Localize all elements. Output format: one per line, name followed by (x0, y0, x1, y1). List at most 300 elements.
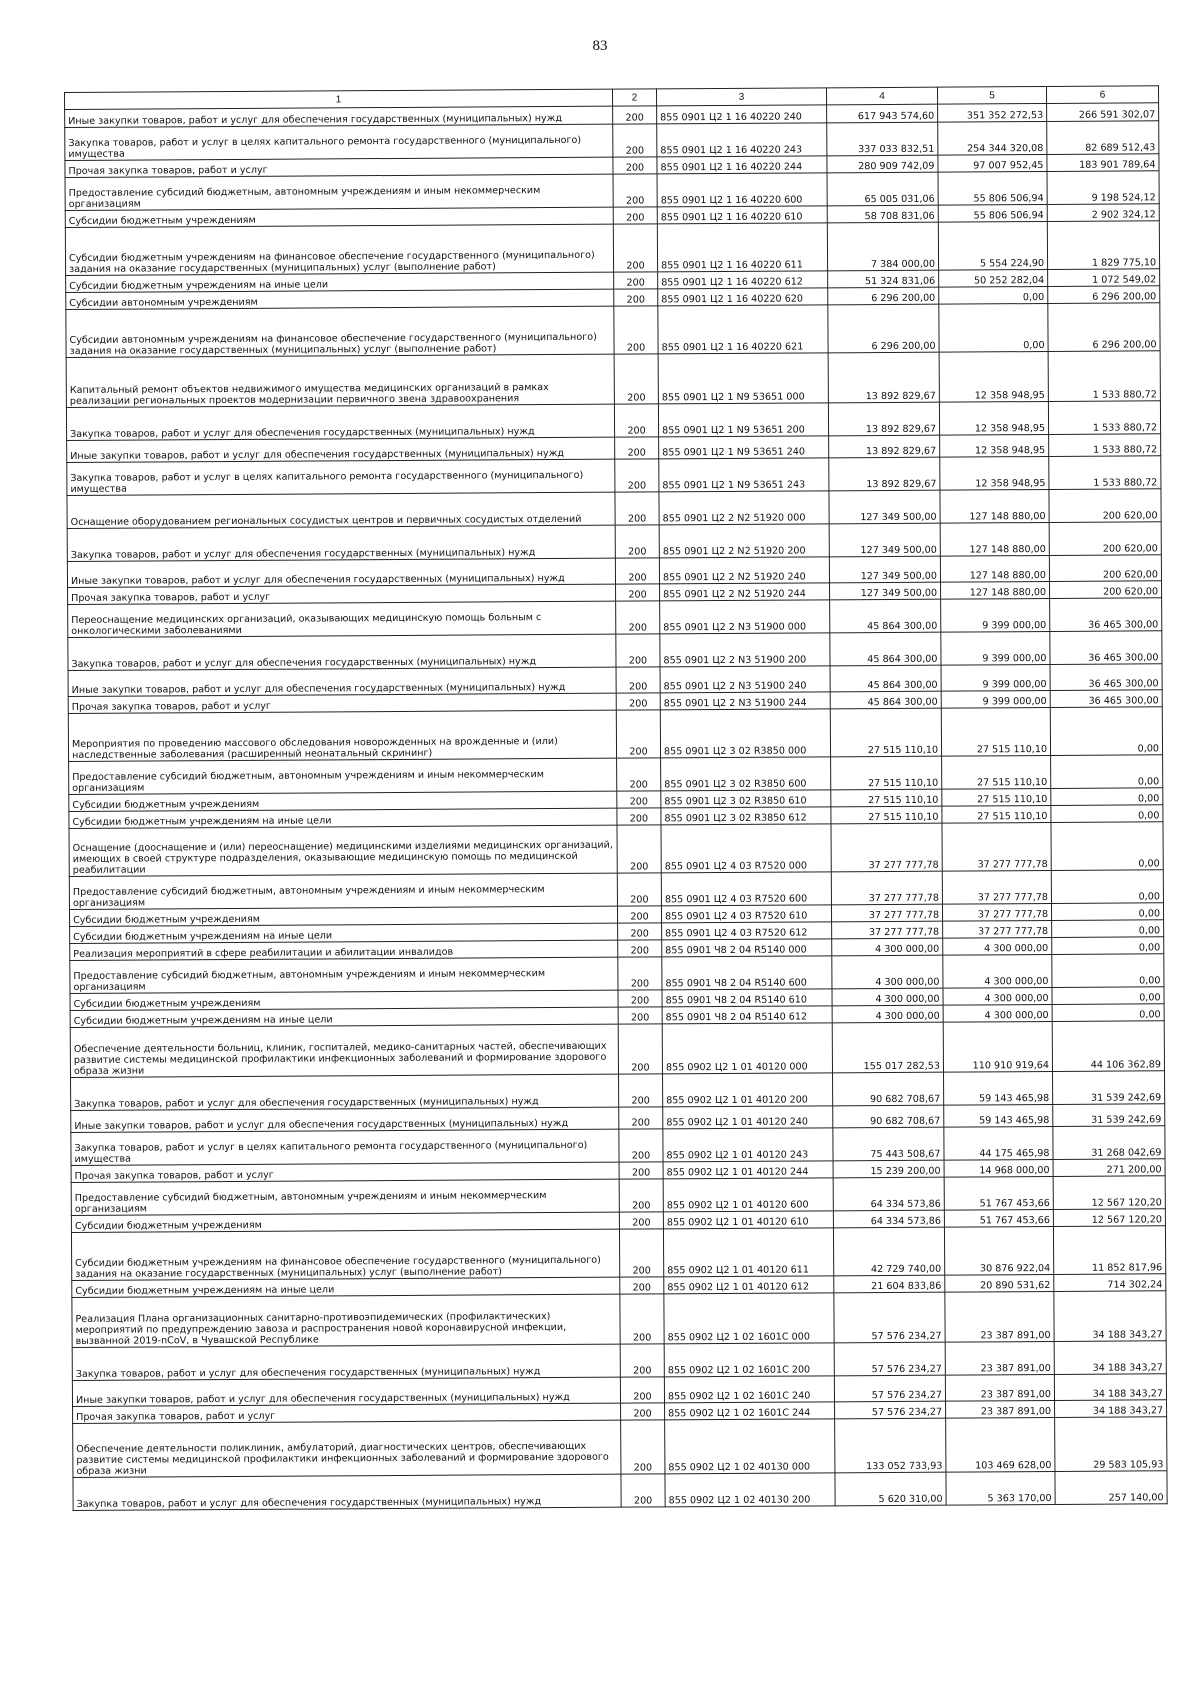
row-name-cell: Закупка товаров, работ и услуг в целях капитального ремонта государственного (муниципального) имущества (71, 1129, 619, 1165)
row-group-cell: 200 (618, 990, 662, 1007)
row-name-cell: Субсидии бюджетным учреждениям на иные цели (69, 808, 617, 828)
row-name-cell: Субсидии бюджетным учреждениям на иные цели (66, 272, 614, 292)
row-value-col5: 14 968 000,00 (944, 1159, 1053, 1177)
row-name-cell: Иные закупки товаров, работ и услуг для обеспечения государственных (муниципальных) нужд (72, 1377, 620, 1406)
row-name-cell: Реализация мероприятий в сфере реабилитации и абилитации инвалидов (70, 940, 618, 960)
row-value-col6: 714 302,24 (1054, 1274, 1166, 1292)
row-group-cell: 200 (619, 1229, 663, 1277)
row-value-col4: 5 620 310,00 (835, 1472, 946, 1506)
row-value-col4: 27 515 110,10 (831, 756, 942, 790)
row-name-cell: Прочая закупка товаров, работ и услуг (71, 1162, 619, 1182)
row-code-cell: 855 0901 Ц2 1 N9 53651 200 (658, 403, 828, 437)
row-value-col6: 0,00 (1052, 937, 1164, 955)
row-value-col4: 127 349 500,00 (829, 523, 940, 557)
row-code-cell: 855 0901 Ц2 1 16 40220 610 (657, 206, 827, 224)
row-value-col5: 59 143 465,98 (944, 1071, 1053, 1105)
row-value-col6: 82 689 512,43 (1047, 121, 1159, 155)
row-group-cell: 200 (617, 808, 661, 825)
row-value-col4: 37 277 777,78 (831, 871, 942, 905)
row-value-col4: 15 239 200,00 (833, 1160, 944, 1178)
row-name-cell: Субсидии бюджетным учреждениям на иные цели (72, 1277, 620, 1297)
row-code-cell: 855 0901 Ц2 1 16 40220 244 (657, 156, 827, 174)
row-group-cell: 200 (619, 1162, 663, 1179)
row-name-cell: Закупка товаров, работ и услуг для обеспечения государственных (муниципальных) нужд (71, 1074, 619, 1110)
row-value-col4: 58 708 831,06 (827, 205, 938, 223)
row-name-cell: Субсидии бюджетным учреждениям (71, 1212, 619, 1232)
row-name-cell: Субсидии бюджетным учреждениям (65, 207, 613, 227)
row-value-col6: 6 296 200,00 (1048, 286, 1160, 304)
row-value-col6: 1 533 880,72 (1048, 351, 1160, 402)
row-value-col4: 57 576 234,27 (834, 1342, 945, 1376)
row-name-cell: Мероприятия по проведению массового обследования новорожденных на врожденные и (или) наследственные заболевания (расширенный неонатальный скрининг) (68, 710, 616, 761)
row-group-cell: 200 (617, 825, 661, 873)
row-value-col6: 183 901 789,64 (1047, 154, 1159, 172)
row-name-cell: Прочая закупка товаров, работ и услуг (73, 1403, 621, 1423)
row-code-cell: 855 0901 Ц2 1 16 40220 243 (657, 123, 827, 157)
row-value-col5: 59 143 465,98 (944, 1104, 1053, 1127)
row-group-cell: 200 (613, 157, 657, 174)
row-group-cell: 200 (619, 1107, 663, 1129)
row-value-col4: 155 017 282,53 (832, 1022, 943, 1073)
row-value-col4: 13 892 829,67 (829, 435, 940, 458)
row-name-cell: Закупка товаров, работ и услуг в целях капитального ремонта государственного (муниципального) имущества (67, 459, 615, 495)
header-col-4: 4 (826, 87, 937, 105)
row-value-col5: 37 277 777,78 (943, 920, 1052, 938)
row-value-col5: 23 387 891,00 (946, 1400, 1055, 1418)
row-value-col5: 0,00 (939, 286, 1048, 304)
row-name-cell: Реализация Плана организационных санитарно-противоэпидемических (профилактических) мероприятий по предупреждению завоза и распространения новой коронавирусной инфекции, вызванной 2019-nCoV, в Чувашской Республике (72, 1294, 620, 1347)
row-value-col5: 127 148 880,00 (940, 522, 1049, 556)
row-name-cell: Субсидии бюджетным учреждениям (70, 990, 618, 1010)
row-code-cell: 855 0901 Ц2 2 N2 51920 000 (659, 491, 829, 525)
row-code-cell: 855 0902 Ц2 1 02 1601С 240 (664, 1376, 834, 1403)
row-value-col5: 27 515 110,10 (941, 707, 1050, 756)
row-value-col5: 9 399 000,00 (941, 631, 1050, 665)
row-value-col5: 351 352 272,53 (938, 103, 1047, 122)
row-name-cell: Предоставление субсидий бюджетным, автономным учреждениям и иным некоммерческим организациям (69, 873, 617, 909)
row-value-col6: 36 465 300,00 (1050, 690, 1162, 708)
row-code-cell: 855 0902 Ц2 1 02 1601С 200 (664, 1343, 834, 1377)
row-value-col5: 110 910 919,64 (943, 1021, 1052, 1072)
row-group-cell: 200 (616, 601, 660, 634)
row-value-col6: 0,00 (1050, 707, 1162, 756)
row-code-cell: 855 0902 Ц2 1 02 40130 000 (665, 1419, 835, 1474)
row-code-cell: 855 0901 Ч8 2 04 R5140 612 (662, 1006, 832, 1024)
row-code-cell: 855 0901 Ц2 2 N2 51920 240 (659, 557, 829, 584)
row-group-cell: 200 (621, 1403, 665, 1420)
row-value-col4: 45 864 300,00 (830, 691, 941, 709)
row-name-cell: Иные закупки товаров, работ и услуг для обеспечения государственных (муниципальных) нужд (67, 437, 615, 462)
row-value-col6: 36 465 300,00 (1050, 664, 1162, 691)
row-code-cell: 855 0901 Ц2 1 16 40220 600 (657, 173, 827, 207)
row-name-cell: Субсидии автономным учреждениям на финансовое обеспечение государственного (муниципального) задания на оказание государственных (муниципальных) услуг (выполнение работ) (66, 306, 614, 357)
row-name-cell: Субсидии бюджетным учреждениям на иные цели (70, 1007, 618, 1027)
row-code-cell: 855 0901 Ч8 2 04 R5140 000 (662, 939, 832, 957)
row-code-cell: 855 0902 Ц2 1 01 40120 200 (663, 1073, 833, 1107)
row-group-cell: 200 (617, 791, 661, 808)
table-row (71, 1226, 1165, 1281)
row-value-col5: 254 344 320,08 (938, 121, 1047, 155)
row-value-col5: 27 515 110,10 (942, 755, 1051, 789)
row-value-col4: 64 334 573,86 (833, 1177, 944, 1211)
row-value-col4: 4 300 000,00 (832, 955, 943, 989)
table-row (70, 1021, 1164, 1078)
row-value-col6: 12 567 120,20 (1053, 1176, 1165, 1210)
row-value-col5: 4 300 000,00 (943, 954, 1052, 988)
row-group-cell: 200 (621, 1474, 665, 1507)
row-value-col4: 27 515 110,10 (831, 806, 942, 824)
row-value-col4: 133 052 733,93 (835, 1418, 946, 1473)
row-name-cell: Субсидии бюджетным учреждениям на финансовое обеспечение государственного (муниципального) задания на оказание государственных (муниципальных) услуг (выполнение работ) (65, 224, 613, 275)
row-value-col5: 23 387 891,00 (945, 1341, 1054, 1375)
row-code-cell: 855 0901 Ч8 2 04 R5140 600 (662, 956, 832, 990)
row-group-cell: 200 (619, 1212, 663, 1229)
row-code-cell: 855 0901 Ц2 2 N2 51920 200 (659, 524, 829, 558)
row-value-col6: 12 567 120,20 (1053, 1209, 1165, 1227)
row-value-col6: 200 620,00 (1050, 581, 1162, 599)
row-value-col5: 55 806 506,94 (938, 204, 1047, 222)
row-code-cell: 855 0901 Ц2 2 N3 51900 000 (660, 600, 830, 634)
row-value-col4: 617 943 574,60 (827, 104, 938, 123)
row-value-col4: 90 682 708,67 (833, 1105, 944, 1128)
row-value-col5: 12 358 948,95 (939, 351, 1048, 402)
row-value-col5: 51 767 453,66 (944, 1209, 1053, 1227)
row-value-col6: 31 539 242,69 (1053, 1104, 1165, 1127)
row-value-col5: 127 148 880,00 (940, 555, 1049, 582)
row-value-col6: 0,00 (1051, 788, 1163, 806)
row-code-cell: 855 0901 Ц2 1 N9 53651 000 (658, 353, 828, 404)
row-value-col6: 0,00 (1051, 903, 1163, 921)
row-group-cell: 200 (620, 1294, 664, 1344)
row-value-col5: 27 515 110,10 (942, 805, 1051, 823)
row-value-col6: 34 188 343,27 (1055, 1400, 1167, 1418)
row-value-col6: 266 591 302,07 (1047, 103, 1159, 122)
row-code-cell: 855 0901 Ц2 1 N9 53651 240 (659, 436, 829, 459)
row-value-col5: 37 277 777,78 (942, 870, 1051, 904)
row-value-col5: 103 469 628,00 (946, 1417, 1055, 1472)
row-code-cell: 855 0901 Ц2 2 N2 51920 244 (660, 583, 830, 601)
row-code-cell: 855 0902 Ц2 1 02 1601С 244 (665, 1402, 835, 1420)
row-value-col6: 1 533 880,72 (1048, 401, 1160, 435)
table-row (73, 1417, 1167, 1478)
row-group-cell: 200 (620, 1377, 664, 1403)
row-group-cell: 200 (613, 174, 657, 207)
row-value-col6: 0,00 (1051, 755, 1163, 789)
row-code-cell: 855 0902 Ц2 1 01 40120 611 (663, 1228, 833, 1277)
row-code-cell: 855 0901 Ц2 1 16 40220 612 (658, 271, 828, 289)
row-group-cell: 200 (617, 873, 661, 906)
row-group-cell: 200 (618, 923, 662, 940)
row-group-cell: 200 (615, 492, 659, 525)
row-code-cell: 855 0901 Ц2 3 02 R3850 000 (660, 709, 830, 758)
row-group-cell: 200 (616, 667, 660, 693)
row-name-cell: Закупка товаров, работ и услуг для обеспечения государственных (муниципальных) нужд (68, 634, 616, 670)
row-group-cell: 200 (614, 404, 658, 437)
row-value-col6: 257 140,00 (1055, 1471, 1167, 1505)
row-name-cell: Капитальный ремонт объектов недвижимого имущества медицинских организаций в рамках реализации региональных проектов модернизации первичного звена здравоохранения (66, 354, 614, 407)
row-value-col4: 65 005 031,06 (827, 172, 938, 206)
row-value-col4: 51 324 831,06 (828, 270, 939, 288)
row-value-col5: 127 148 880,00 (941, 581, 1050, 599)
row-value-col6: 6 296 200,00 (1048, 303, 1160, 352)
row-value-col6: 31 539 242,69 (1053, 1071, 1165, 1105)
row-value-col6: 200 620,00 (1049, 555, 1161, 582)
row-name-cell: Иные закупки товаров, работ и услуг для обеспечения государственных (муниципальных) нужд (65, 106, 613, 127)
header-col-3: 3 (656, 88, 826, 106)
header-col-5: 5 (937, 86, 1046, 104)
row-value-col5: 5 554 224,90 (938, 221, 1047, 270)
row-value-col4: 280 909 742,09 (827, 155, 938, 173)
header-col-2: 2 (612, 89, 656, 106)
row-group-cell: 200 (615, 525, 659, 558)
row-name-cell: Иные закупки товаров, работ и услуг для обеспечения государственных (муниципальных) нужд (71, 1107, 619, 1132)
row-value-col5: 44 175 465,98 (944, 1126, 1053, 1160)
row-value-col6: 0,00 (1052, 954, 1164, 988)
row-value-col4: 57 576 234,27 (835, 1401, 946, 1419)
row-value-col5: 9 399 000,00 (941, 690, 1050, 708)
row-value-col4: 6 296 200,00 (828, 287, 939, 305)
row-value-col4: 127 349 500,00 (829, 556, 940, 583)
row-value-col5: 4 300 000,00 (943, 1004, 1052, 1022)
page-number: 83 (592, 38, 608, 54)
table-row (66, 303, 1160, 358)
row-group-cell: 200 (619, 1074, 663, 1107)
row-value-col5: 4 300 000,00 (943, 987, 1052, 1005)
row-code-cell: 855 0902 Ц2 1 01 40120 244 (663, 1161, 833, 1179)
row-name-cell: Субсидии автономным учреждениям (66, 289, 614, 309)
row-code-cell: 855 0901 Ц2 1 16 40220 240 (657, 105, 827, 124)
table-row (65, 221, 1159, 276)
row-value-col6: 29 583 105,93 (1055, 1417, 1167, 1472)
row-value-col4: 57 576 234,27 (834, 1375, 945, 1402)
row-value-col4: 37 277 777,78 (831, 823, 942, 872)
row-name-cell: Субсидии бюджетным учреждениям (69, 791, 617, 811)
row-code-cell: 855 0901 Ц2 4 03 R7520 610 (661, 905, 831, 923)
row-value-col5: 9 399 000,00 (941, 664, 1050, 691)
row-value-col6: 36 465 300,00 (1050, 598, 1162, 632)
row-value-col6: 31 268 042,69 (1053, 1126, 1165, 1160)
row-value-col5: 23 387 891,00 (945, 1291, 1054, 1342)
row-group-cell: 200 (621, 1420, 665, 1474)
row-code-cell: 855 0901 Ц2 2 N3 51900 200 (660, 633, 830, 667)
row-value-col6: 200 620,00 (1049, 522, 1161, 556)
row-value-col6: 0,00 (1051, 805, 1163, 823)
row-value-col4: 37 277 777,78 (831, 904, 942, 922)
row-code-cell: 855 0901 Ч8 2 04 R5140 610 (662, 989, 832, 1007)
row-value-col6: 11 852 817,96 (1053, 1226, 1165, 1275)
row-value-col4: 4 300 000,00 (832, 938, 943, 956)
row-code-cell: 855 0902 Ц2 1 01 40120 000 (662, 1023, 832, 1074)
row-group-cell: 200 (617, 906, 661, 923)
row-value-col6: 1 533 880,72 (1049, 434, 1161, 457)
row-name-cell: Обеспечение деятельности больниц, клиник, госпиталей, медико-санитарных частей, обеспечивающих развитие системы медицинской профилактики инфекционных заболеваний и формирование здорового образа жизни (70, 1024, 618, 1077)
row-value-col6: 1 072 549,02 (1048, 269, 1160, 287)
row-code-cell: 855 0902 Ц2 1 01 40120 240 (663, 1106, 833, 1129)
row-name-cell: Прочая закупка товаров, работ и услуг (65, 157, 613, 177)
row-code-cell: 855 0902 Ц2 1 01 40120 243 (663, 1128, 833, 1162)
row-value-col4: 21 604 833,86 (834, 1275, 945, 1293)
row-group-cell: 200 (613, 124, 657, 157)
row-value-col6: 2 902 324,12 (1047, 204, 1159, 222)
row-value-col6: 44 106 362,89 (1052, 1021, 1164, 1072)
row-name-cell: Предоставление субсидий бюджетным, автономным учреждениям и иным некоммерческим организациям (69, 758, 617, 794)
row-name-cell: Иные закупки товаров, работ и услуг для обеспечения государственных (муниципальных) нужд (68, 667, 616, 696)
row-value-col6: 0,00 (1052, 987, 1164, 1005)
budget-table (64, 85, 1168, 1511)
row-value-col5: 9 399 000,00 (941, 598, 1050, 632)
row-value-col6: 34 188 343,27 (1054, 1341, 1166, 1375)
row-value-col4: 4 300 000,00 (832, 988, 943, 1006)
row-code-cell: 855 0902 Ц2 1 01 40120 612 (664, 1276, 834, 1294)
row-value-col6: 1 829 775,10 (1047, 221, 1159, 270)
row-value-col4: 13 892 829,67 (829, 457, 940, 491)
row-name-cell: Предоставление субсидий бюджетным, автономным учреждениям и иным некоммерческим организациям (70, 957, 618, 993)
row-value-col4: 45 864 300,00 (830, 632, 941, 666)
row-code-cell: 855 0901 Ц2 3 02 R3850 610 (661, 790, 831, 808)
row-name-cell: Оснащение (дооснащение и (или) переоснащение) медицинскими изделиями медицинских организаций, имеющих в своей структуре подразделения, оказывающие медицинскую помощь по медицинской реабилитации (69, 825, 617, 876)
row-value-col6: 9 198 524,12 (1047, 171, 1159, 205)
row-value-col4: 75 443 508,67 (833, 1127, 944, 1161)
row-value-col4: 127 349 500,00 (829, 490, 940, 524)
row-code-cell: 855 0901 Ц2 1 16 40220 611 (657, 223, 827, 272)
row-code-cell: 855 0901 Ц2 1 16 40220 621 (658, 305, 828, 354)
row-value-col4: 90 682 708,67 (833, 1072, 944, 1106)
row-name-cell: Закупка товаров, работ и услуг для обеспечения государственных (муниципальных) нужд (72, 1344, 620, 1380)
row-value-col5: 50 252 282,04 (939, 269, 1048, 287)
row-name-cell: Обеспечение деятельности поликлиник, амбулаторий, диагностических центров, обеспечивающих развитие системы медицинской профилактики инфекционных заболеваний и формирование здорового образа жизни (73, 1420, 621, 1477)
row-group-cell: 200 (614, 354, 658, 404)
row-value-col4: 42 729 740,00 (833, 1227, 944, 1276)
row-value-col5: 20 890 531,62 (945, 1274, 1054, 1292)
row-group-cell: 200 (614, 306, 658, 354)
row-value-col5: 12 358 948,95 (939, 401, 1048, 435)
table-row (66, 351, 1160, 408)
row-group-cell: 200 (613, 106, 657, 124)
table-row (69, 822, 1163, 877)
row-group-cell: 200 (615, 459, 659, 492)
row-group-cell: 200 (620, 1277, 664, 1294)
row-value-col4: 37 277 777,78 (832, 921, 943, 939)
row-value-col4: 13 892 829,67 (828, 402, 939, 436)
row-name-cell: Прочая закупка товаров, работ и услуг (68, 584, 616, 604)
row-value-col5: 30 876 922,04 (944, 1226, 1053, 1275)
row-code-cell: 855 0902 Ц2 1 02 40130 200 (665, 1473, 835, 1507)
header-col-6: 6 (1046, 86, 1158, 104)
row-group-cell: 200 (619, 1179, 663, 1212)
row-group-cell: 200 (615, 558, 659, 584)
row-value-col6: 271 200,00 (1053, 1159, 1165, 1177)
row-group-cell: 200 (618, 957, 662, 990)
row-group-cell: 200 (618, 940, 662, 957)
row-group-cell: 200 (614, 289, 658, 306)
row-value-col4: 45 864 300,00 (830, 665, 941, 692)
row-name-cell: Предоставление субсидий бюджетным, автономным учреждениям и иным некоммерческим организациям (65, 174, 613, 210)
row-name-cell: Прочая закупка товаров, работ и услуг (68, 693, 616, 713)
row-value-col4: 57 576 234,27 (834, 1292, 945, 1343)
row-value-col5: 51 767 453,66 (944, 1176, 1053, 1210)
row-name-cell: Переоснащение медицинских организаций, оказывающих медицинскую помощь больным с онкологическими заболеваниями (68, 601, 616, 637)
row-code-cell: 855 0901 Ц2 3 02 R3850 600 (661, 757, 831, 791)
row-value-col4: 7 384 000,00 (827, 222, 938, 271)
header-col-1: 1 (65, 89, 613, 109)
row-name-cell: Предоставление субсидий бюджетным, автономным учреждениям и иным некоммерческим организациям (71, 1179, 619, 1215)
row-value-col5: 12 358 948,95 (940, 434, 1049, 457)
row-name-cell: Субсидии бюджетным учреждениям на иные цели (70, 923, 618, 943)
table-row (73, 1471, 1167, 1511)
row-group-cell: 200 (616, 693, 660, 710)
row-name-cell: Закупка товаров, работ и услуг в целях капитального ремонта государственного (муниципального) имущества (65, 124, 613, 160)
row-value-col4: 45 864 300,00 (830, 599, 941, 633)
row-value-col6: 36 465 300,00 (1050, 631, 1162, 665)
row-group-cell: 200 (618, 1024, 662, 1074)
row-value-col6: 0,00 (1051, 822, 1163, 871)
row-name-cell: Иные закупки товаров, работ и услуг для обеспечения государственных (муниципальных) нужд (67, 558, 615, 587)
row-group-cell: 200 (619, 1129, 663, 1162)
row-group-cell: 200 (616, 634, 660, 667)
row-group-cell: 200 (616, 710, 660, 758)
row-value-col4: 13 892 829,67 (828, 352, 939, 403)
row-value-col4: 337 033 832,51 (827, 122, 938, 156)
row-code-cell: 855 0902 Ц2 1 02 1601С 000 (664, 1293, 834, 1344)
row-group-cell: 200 (617, 758, 661, 791)
row-code-cell: 855 0901 Ц2 2 N3 51900 240 (660, 666, 830, 693)
row-value-col6: 34 188 343,27 (1054, 1374, 1166, 1401)
row-group-cell: 200 (618, 1007, 662, 1024)
row-value-col5: 97 007 952,45 (938, 154, 1047, 172)
row-value-col6: 0,00 (1052, 1004, 1164, 1022)
row-value-col5: 37 277 777,78 (942, 822, 1051, 871)
row-code-cell: 855 0902 Ц2 1 01 40120 610 (663, 1211, 833, 1229)
row-value-col5: 55 806 506,94 (938, 171, 1047, 205)
row-group-cell: 200 (614, 272, 658, 289)
row-code-cell: 855 0901 Ц2 4 03 R7520 000 (661, 824, 831, 873)
table-body (65, 103, 1168, 1511)
row-code-cell: 855 0901 Ц2 4 03 R7520 612 (662, 922, 832, 940)
row-group-cell: 200 (613, 207, 657, 224)
row-name-cell: Субсидии бюджетным учреждениям на финансовое обеспечение государственного (муниципального) задания на оказание государственных (муниципальных) услуг (выполнение работ) (71, 1229, 619, 1280)
row-value-col5: 4 300 000,00 (943, 937, 1052, 955)
row-name-cell: Закупка товаров, работ и услуг для обеспечения государственных (муниципальных) нужд (73, 1474, 621, 1510)
row-code-cell: 855 0902 Ц2 1 01 40120 600 (663, 1178, 833, 1212)
row-group-cell: 200 (615, 437, 659, 459)
row-value-col5: 0,00 (939, 303, 1048, 352)
row-value-col4: 64 334 573,86 (833, 1210, 944, 1228)
row-name-cell: Закупка товаров, работ и услуг для обеспечения государственных (муниципальных) нужд (66, 404, 614, 440)
row-value-col6: 0,00 (1052, 920, 1164, 938)
row-group-cell: 200 (616, 584, 660, 601)
row-code-cell: 855 0901 Ц2 1 N9 53651 243 (659, 458, 829, 492)
row-value-col4: 6 296 200,00 (828, 304, 939, 353)
row-value-col5: 12 358 948,95 (940, 456, 1049, 490)
row-value-col5: 5 363 170,00 (946, 1471, 1055, 1505)
row-value-col5: 23 387 891,00 (945, 1374, 1054, 1401)
row-code-cell: 855 0901 Ц2 2 N3 51900 244 (660, 692, 830, 710)
row-value-col4: 4 300 000,00 (832, 1005, 943, 1023)
table-row (68, 707, 1162, 762)
row-code-cell: 855 0901 Ц2 3 02 R3850 612 (661, 807, 831, 825)
row-name-cell: Субсидии бюджетным учреждениям (69, 906, 617, 926)
row-group-cell: 200 (613, 224, 657, 272)
row-name-cell: Оснащение оборудованием региональных сосудистых центров и первичных сосудистых отделений (67, 492, 615, 528)
row-value-col5: 37 277 777,78 (942, 903, 1051, 921)
row-name-cell: Закупка товаров, работ и услуг для обеспечения государственных (муниципальных) нужд (67, 525, 615, 561)
row-group-cell: 200 (620, 1344, 664, 1377)
table-row (72, 1291, 1166, 1348)
row-value-col5: 127 148 880,00 (940, 489, 1049, 523)
row-value-col4: 27 515 110,10 (831, 789, 942, 807)
row-value-col6: 0,00 (1051, 870, 1163, 904)
row-value-col5: 27 515 110,10 (942, 788, 1051, 806)
